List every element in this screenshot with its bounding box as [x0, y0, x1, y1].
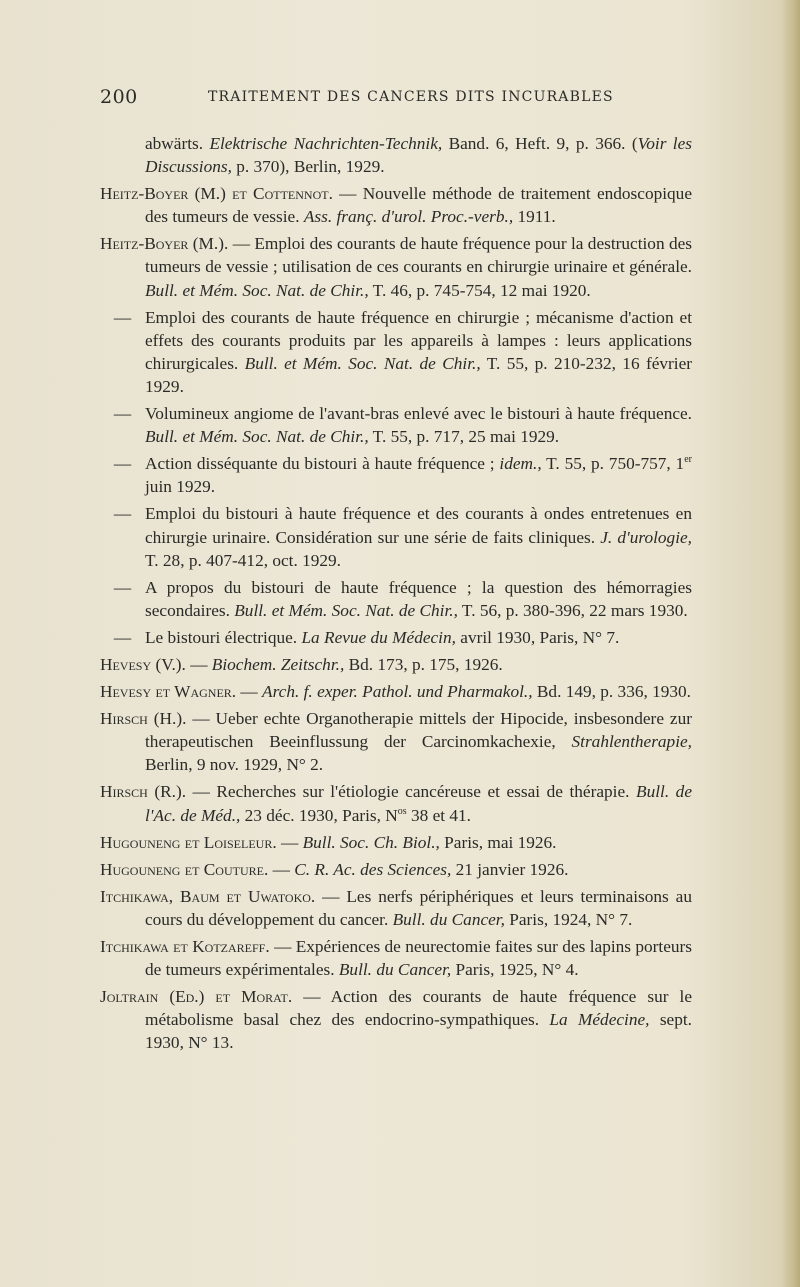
entry-author: Itchikawa et Kotzareff. — [100, 937, 270, 956]
bibliography-entry: abwärts. Elektrische Nachrichten-Technik, Band. 6, Heft. 9, p. 366. (Voir les Discussions, p. 370), Berlin, 1929. — [145, 134, 692, 177]
ditto-dash: — — [113, 404, 132, 424]
ditto-dash: — — [113, 454, 132, 474]
bibliography-sub-entry: — A propos du bistouri de haute fréquence ; la question des hémorragies secondaires. Bull. et Mém. Soc. Nat. de Chir., T. 56, p. 380-396, 22 mars 1930. — [100, 576, 692, 622]
ditto-dash: — — [113, 504, 132, 524]
entry-author: Hevesy (V.). — [100, 654, 186, 674]
entry-author: Hugouneng et Couture. — [100, 859, 269, 879]
bibliography-entry: Heitz-Boyer (M.). — Emploi des courants de haute fréquence pour la destruction des tumeurs de vessie ; utilisation de ces courants en chirurgie urinaire et générale. Bull. et Mém. Soc. Nat. de Chir., T. 46, p. 745-754, 12 mai 1920. — [100, 234, 692, 300]
bibliography-entry: Hirsch (H.). — Ueber echte Organotherapie mittels der Hipocide, insbesondere zur therapeutischen Beeinflussung der Carcinomkachexie, Strahlentherapie, Berlin, 9 nov. 1929, N° 2. — [100, 709, 692, 775]
bibliography-entry: Joltrain (Ed.) et Morat. — Action des courants de haute fréquence sur le métabolisme basal chez des endocrino-sympathiques. La Médecine, sept. 1930, N° 13. — [100, 987, 692, 1053]
bibliography-entry: Itchikawa et Kotzareff. — Expériences de neurectomie faites sur des lapins porteurs de tumeurs expérimentales. Bull. du Cancer, Paris, 1925, N° 4. — [100, 937, 693, 980]
entry-author: Hirsch (R.). — [100, 782, 187, 802]
entry-author: Heitz-Boyer (M.) et Cottennot. — [100, 184, 333, 204]
bibliography-entry: Hevesy et Wagner. — Arch. f. exper. Pathol. und Pharmakol., Bd. 149, p. 336, 1930. — [100, 682, 691, 702]
ditto-dash: — — [113, 577, 132, 597]
page-edge — [782, 0, 800, 1287]
bibliography-entry: Itchikawa, Baum et Uwatoko. — Les nerfs périphériques et leurs terminaisons au cours du développement du cancer. Bull. du Cancer, Paris, 1924, N° 7. — [100, 886, 692, 929]
bibliography-entry: Hugouneng et Loiseleur. — Bull. Soc. Ch. Biol., Paris, mai 1926. — [100, 832, 557, 852]
entry-author: Hugouneng et Loiseleur. — [100, 832, 277, 852]
bibliography-list — [100, 132, 692, 1058]
bibliography-entry: Hugouneng et Couture. — C. R. Ac. des Sciences, 21 janvier 1926. — [100, 859, 569, 879]
entry-author: Heitz-Boyer (M.). — [100, 234, 229, 254]
running-title: TRAITEMENT DES CANCERS DITS INCURABLES — [208, 89, 614, 105]
bibliography-sub-entry: — Action disséquante du bistouri à haute fréquence ; idem., T. 55, p. 750-757, 1er juin 1929. — [100, 452, 692, 498]
bibliography-entry: Hirsch (R.). — Recherches sur l'étiologie cancéreuse et essai de thérapie. Bull. de l'Ac. de Méd., 23 déc. 1930, Paris, $N^{os}$ 38 et 41. — [100, 782, 692, 825]
bibliography-sub-entry: — Le bistouri électrique. La Revue du Médecin, avril 1930, Paris, N° 7. — [100, 626, 692, 649]
bibliography-sub-entry: — Emploi des courants de haute fréquence en chirurgie ; mécanisme d'action et effets des courants produits par les appareils à lampes : leurs applications chirurgicales. Bull. et Mém. Soc. Nat. de Chir., T. 55, p. 210-232, 16 février 1929. — [100, 306, 692, 398]
entry-author: Itchikawa, Baum et Uwatoko. — [100, 886, 316, 906]
page-number: 200 — [100, 86, 138, 108]
entry-author: Joltrain (Ed.) et Morat. — [100, 987, 293, 1007]
entry-author: Hevesy et Wagner. — [100, 682, 237, 702]
bibliography-sub-entry: — Emploi du bistouri à haute fréquence et des courants à ondes entretenues en chirurgie urinaire. Considération sur une série de faits cliniques. J. d'urologie, T. 28, p. 407-412, oct. 1929. — [100, 502, 692, 571]
bibliography-entry: Heitz-Boyer (M.) et Cottennot. — Nouvelle méthode de traitement endoscopique des tumeurs de vessie. Ass. franç. d'urol. Proc.-verb., 1911. — [100, 184, 692, 227]
bibliography-entry: Hevesy (V.). — Biochem. Zeitschr., Bd. 173, p. 175, 1926. — [100, 654, 503, 674]
ditto-dash: — — [113, 627, 132, 647]
page-header — [100, 86, 700, 110]
bibliography-sub-entry: — Volumineux angiome de l'avant-bras enlevé avec le bistouri à haute fréquence. Bull. et Mém. Soc. Nat. de Chir., T. 55, p. 717, 25 mai 1929. — [100, 402, 692, 448]
ditto-dash: — — [113, 307, 132, 327]
entry-author: Hirsch (H.). — [100, 709, 187, 729]
